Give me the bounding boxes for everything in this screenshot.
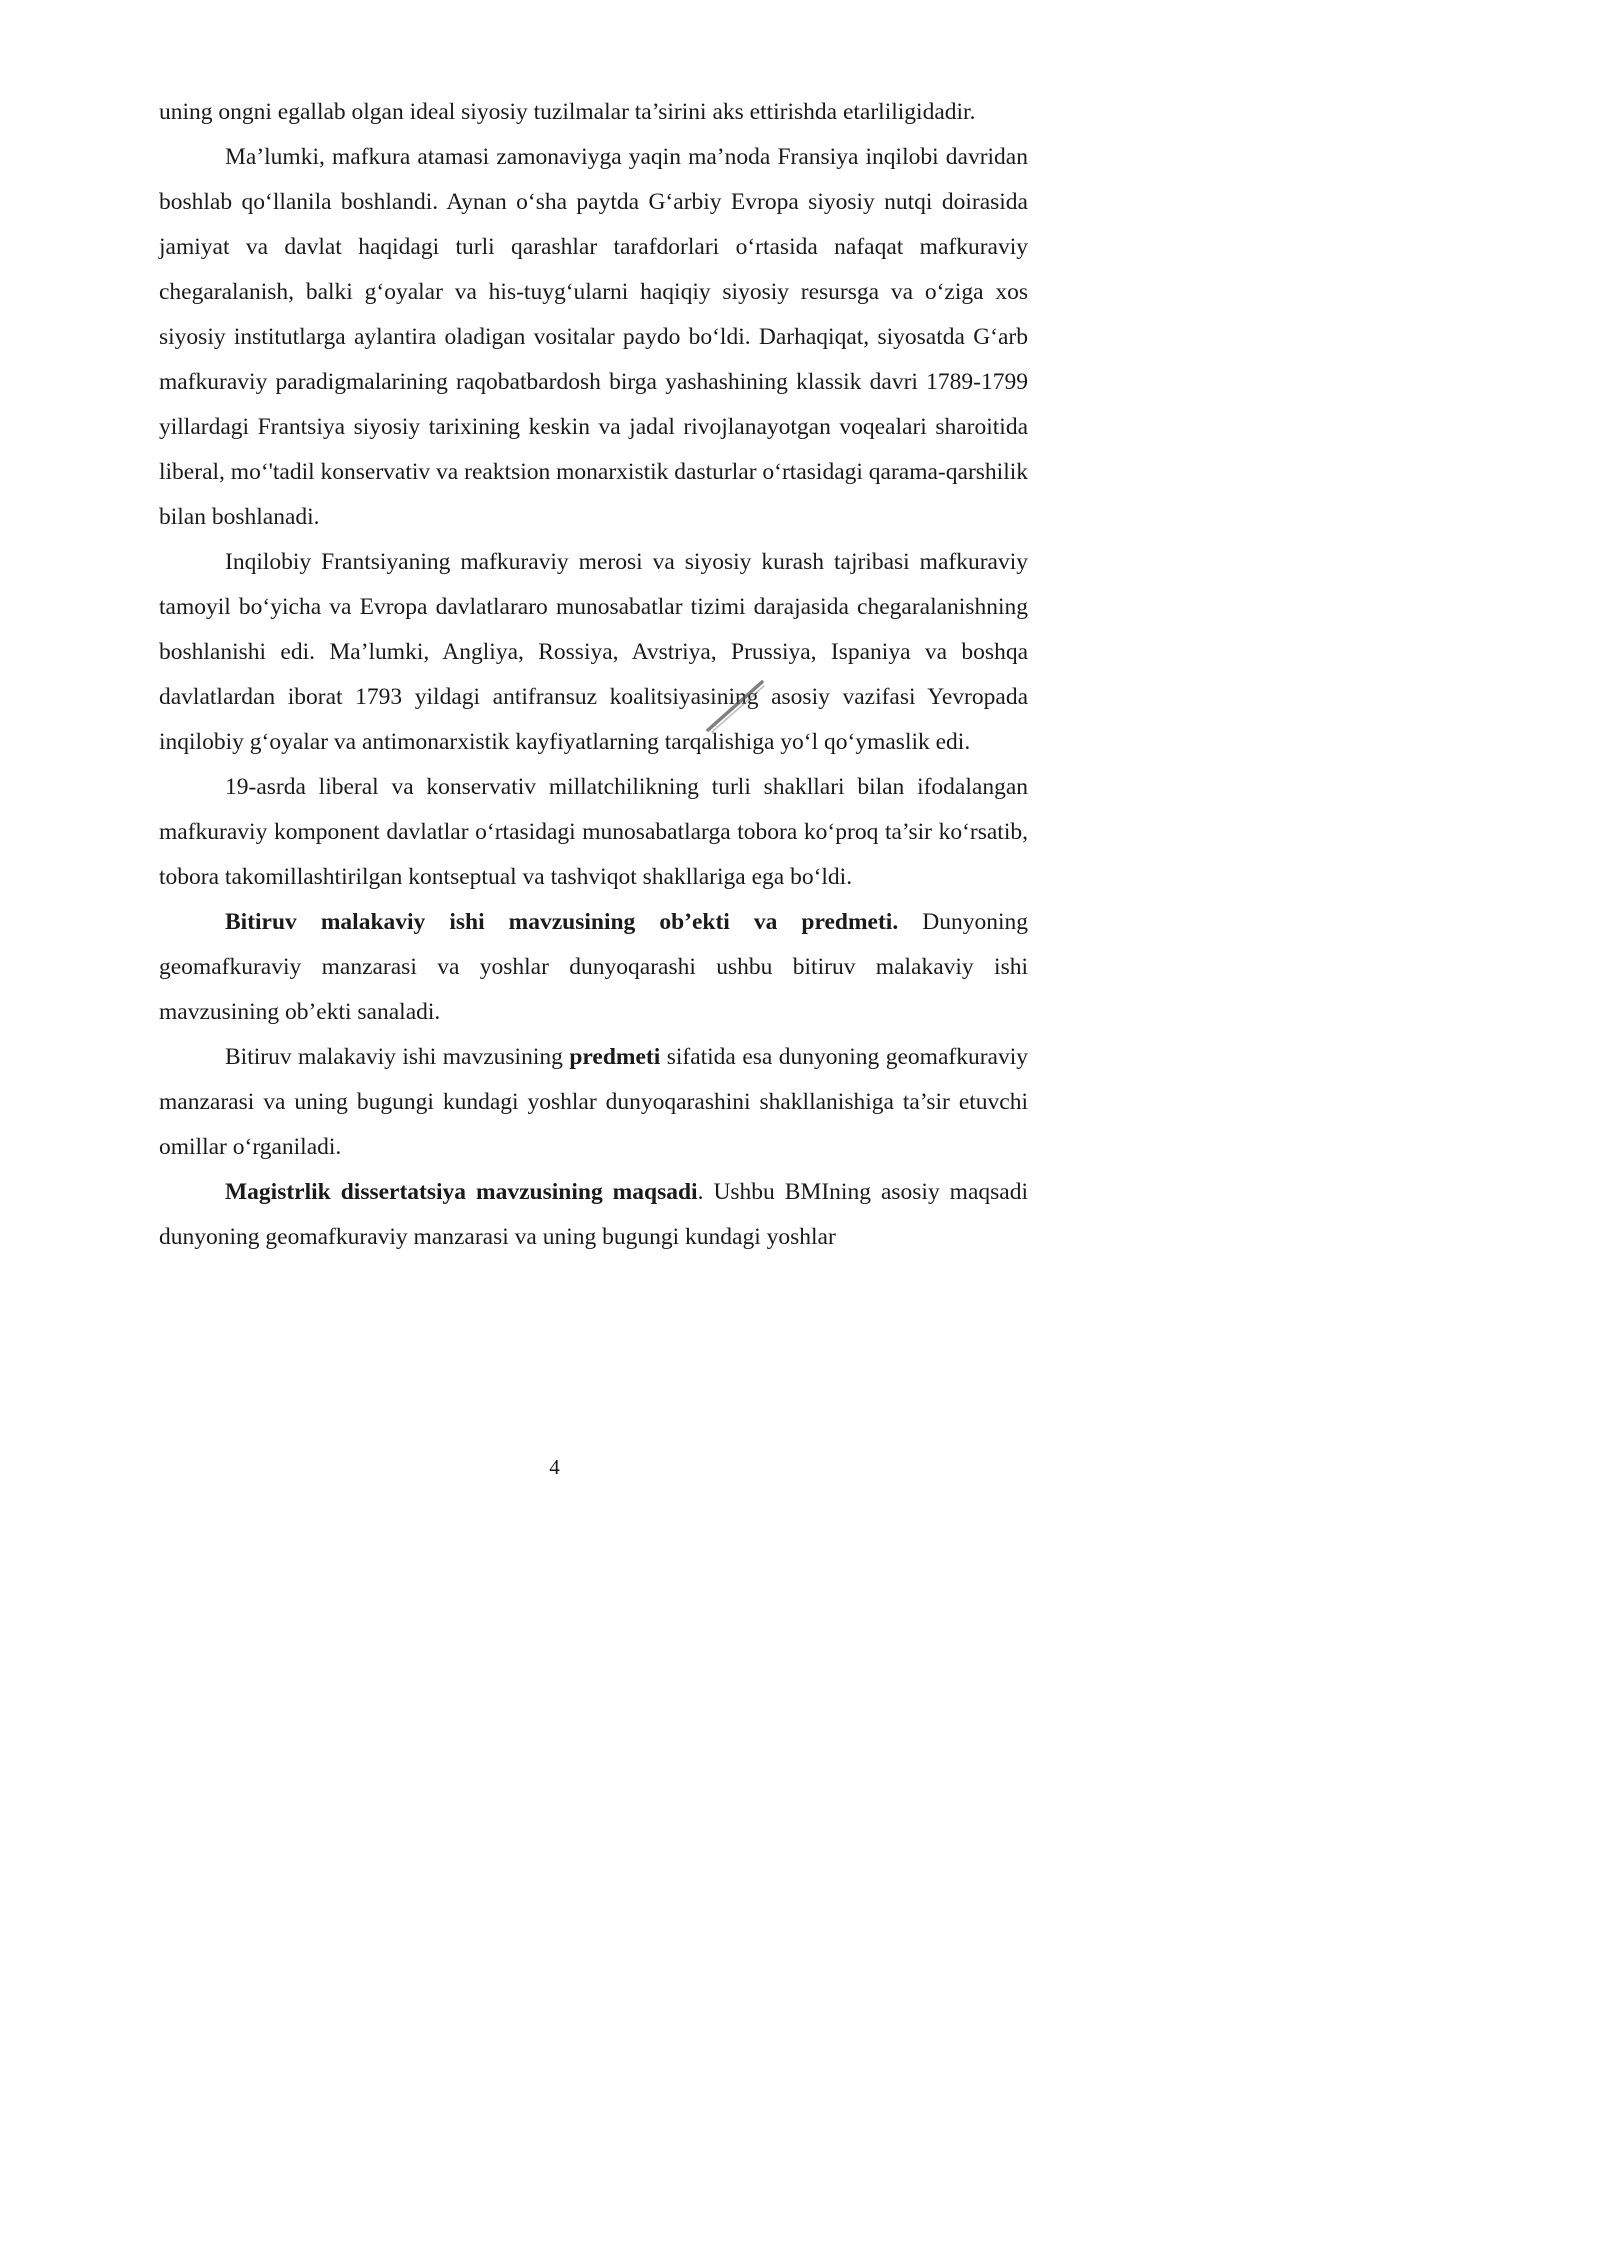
subject-intro: Bitiruv malakaviy ishi mavzusining <box>225 1044 570 1070</box>
paragraph-continuation: uning ongni egallab olgan ideal siyosiy tuzilmalar ta’sirini aks ettirishda etarliligidadir. <box>159 99 976 125</box>
document-page <box>0 0 1109 1568</box>
subject-description: sifatida esa dunyoning geomafkuraviy manzarasi va uning bugungi kundagi yoshlar dunyoqarashini shakllanishiga ta’sir etuvchi omillar o‘rganiladi. <box>159 1044 1028 1160</box>
goal-description: . Ushbu BMIning asosiy maqsadi dunyoning geomafkuraviy manzarasi va uning bugungi kundagi yoshlar <box>159 1179 1028 1250</box>
paragraph-revolutionary-france: Inqilobiy Frantsiyaning mafkuraviy merosi va siyosiy kurash tajribasi mafkuraviy tamoyil bo‘yicha va Evropa davlatlararo munosabatlar tizimi darajasida chegaralanishning boshlanishi edi. Ma’lumki, Angliya, Rossiya, Avstriya, Prussiya, Ispaniya va boshqa davlatlardan iborat 1793 yildagi antifransuz koalitsiyasining asosiy vazifasi Yevropada inqilobiy g‘oyalar va antimonarxistik kayfiyatlarning tarqalishiga yo‘l qo‘ymaslik edi. <box>159 549 1028 755</box>
paragraph-goal <box>159 1170 1028 1260</box>
paragraph-mafkura-history: Ma’lumki, mafkura atamasi zamonaviyga yaqin ma’noda Fransiya inqilobi davridan boshlab qo‘llanila boshlandi. Aynan o‘sha paytda G‘arbiy Evropa siyosiy nutqi doirasida jamiyat va davlat haqidagi turli qarashlar tarafdorlari o‘rtasida nafaqat mafkuraviy chegaralanish, balki g‘oyalar va his-tuyg‘ularni haqiqiy siyosiy resursga va o‘ziga xos siyosiy institutlarga aylantira oladigan vositalar paydo bo‘ldi. Darhaqiqat, siyosatda G‘arb mafkuraviy paradigmalarining raqobatbardosh birga yashashining klassik davri 1789-1799 yillardagi Frantsiya siyosiy tarixining keskin va jadal rivojlanayotgan voqealari sharoitida liberal, mo‘'tadil konservativ va reaktsion monarxistik dasturlar o‘rtasidagi qarama-qarshilik bilan boshlanadi. <box>159 144 1028 530</box>
paragraph-19th-century: 19-asrda liberal va konservativ millatchilikning turli shakllari bilan ifodalangan mafkuraviy komponent davlatlar o‘rtasidagi munosabatlarga tobora ko‘proq ta’sir ko‘rsatib, tobora takomillashtirilgan kontseptual va tashviqot shakllariga ega bo‘ldi. <box>159 774 1028 890</box>
heading-object-subject: Bitiruv malakaviy ishi mavzusining ob’ekti va predmeti. <box>225 909 899 935</box>
subject-keyword: predmeti <box>569 1044 661 1070</box>
paragraph-object-subject <box>159 900 1028 1035</box>
heading-goal: Magistrlik dissertatsiya mavzusining maqsadi <box>225 1179 698 1205</box>
object-description: Dunyoning geomafkuraviy manzarasi va yoshlar dunyoqarashi ushbu bitiruv malakaviy ishi mavzusining ob’ekti sanaladi. <box>159 909 1029 1025</box>
page-number: 4 <box>549 1455 560 1479</box>
paragraph-subject <box>159 1035 1028 1170</box>
text-body <box>159 90 1028 1260</box>
